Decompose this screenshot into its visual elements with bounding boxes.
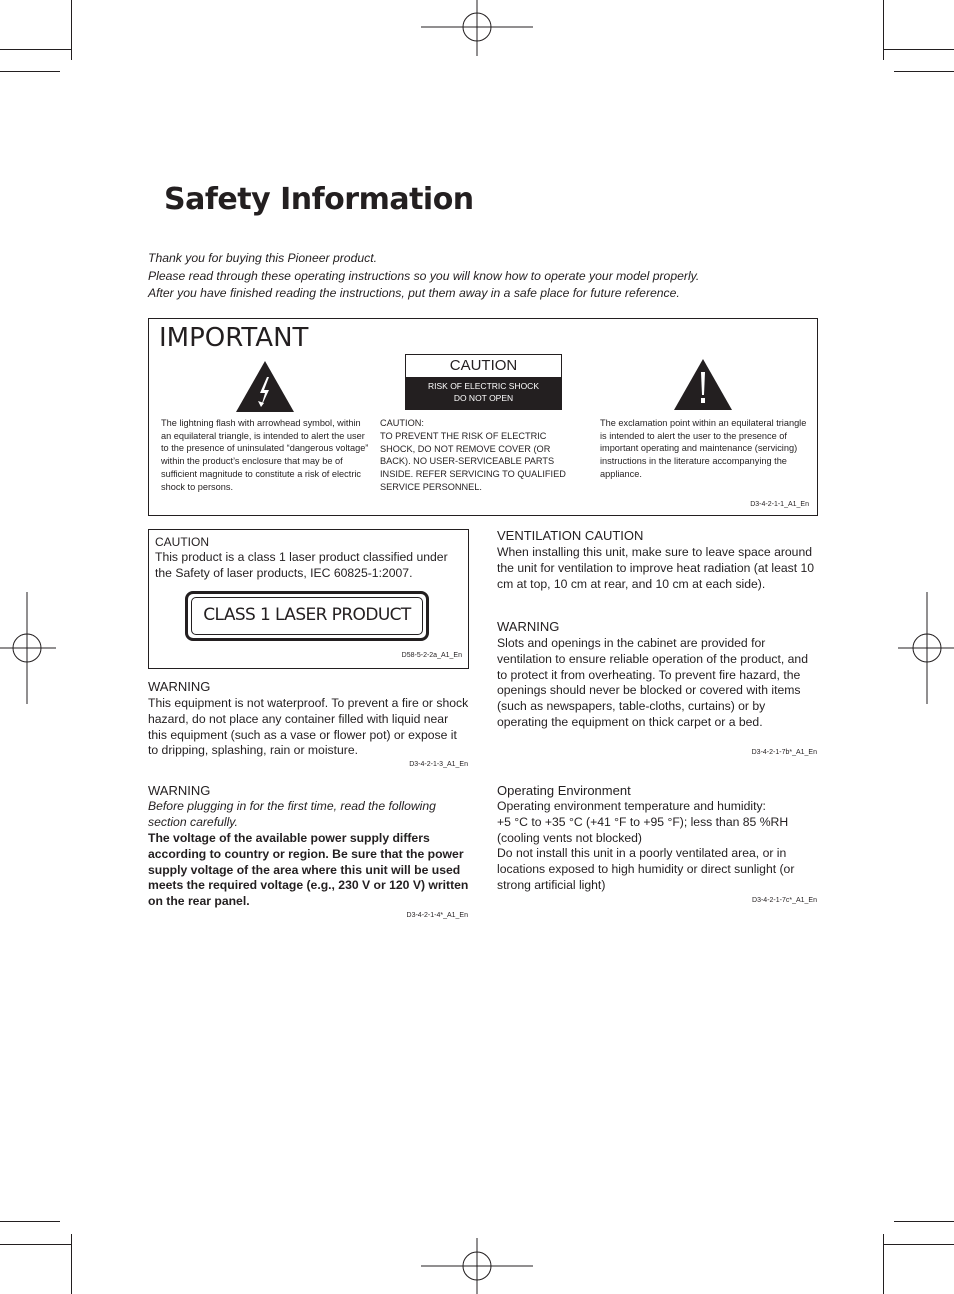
environment-line: Do not install this unit in a poorly ventilated area, or in locations exposed to high humidity or direct sunlight (or strong artificial light) [497,846,795,892]
document-code: D58-5-2-2a_A1_En [401,652,462,659]
document-code: D3-4-2-1-4*_A1_En [406,912,468,919]
page-title: Safety Information [164,182,474,217]
caution-text: TO PREVENT THE RISK OF ELECTRIC SHOCK, DO NOT REMOVE COVER (OR BACK). NO USER-SERVICEABLE PARTS INSIDE. REFER SERVICING TO QUALIFIED SERVICE PERSONNEL. [380,431,566,492]
intro-line: Thank you for buying this Pioneer product. [148,251,377,265]
registration-mark [0,592,56,704]
crop-mark [71,0,72,60]
crop-mark [883,0,884,60]
environment-text [497,799,821,894]
document-code: D3-4-2-1-7c*_A1_En [752,897,817,904]
document-code: D3-4-2-1-3_A1_En [409,761,468,768]
intro-line: Please read through these operating instructions so you will know how to operate your model properly. [148,268,700,283]
crop-mark [0,71,60,72]
ventilation-text: When installing this unit, make sure to leave space around the unit for ventilation to improve heat radiation (at least 10 cm at top, 10 cm at rear, and 10 cm at each side). [497,545,815,591]
important-box [148,318,818,516]
crop-mark [71,1234,72,1294]
environment-line: +5 °C to +35 °C (+41 °F to +95 °F); less than 85 %RH (cooling vents not blocked) [497,814,789,845]
lightning-text: The lightning flash with arrowhead symbol, within an equilateral triangle, is intended to alert the user to the presence of uninsulated “dangerous voltage” within the product’s enclosure that may be of sufficient magnitude to constitute a risk of electric shock to persons. [161,418,369,492]
registration-mark [421,1238,533,1294]
crop-mark [884,49,954,50]
voltage-warning-text: The voltage of the available power supply differs according to country or region. Be sure that the power supply voltage of the area where this unit will be used meets the required voltage (e.g., 230 V or 120 V) written on the rear panel. [148,831,469,909]
crop-mark [0,1221,60,1222]
crop-mark [884,1244,954,1245]
caution-sign-warning [406,377,561,409]
caution-sign [405,354,562,410]
laser-label-text: CLASS 1 LASER PRODUCT [191,597,423,635]
document-code: D3-4-2-1-7b*_A1_En [751,749,817,756]
caution-label: CAUTION: [380,418,424,428]
ventilation-heading: VENTILATION CAUTION [497,528,644,543]
crop-mark [883,1234,884,1294]
important-title: IMPORTANT [159,323,309,353]
registration-mark [421,0,533,56]
environment-line: Operating environment temperature and humidity: [497,799,766,813]
warning-italic-text: Before plugging in for the first time, read the following section carefully. [148,799,436,829]
laser-heading: CAUTION [155,535,209,549]
caution-sign-line: RISK OF ELECTRIC SHOCK [428,381,539,391]
warning-text: Slots and openings in the cabinet are provided for ventilation to ensure reliable operation of the product, and to protect it from overheating. To prevent fire hazard, the openings should never be blocked or covered with items (such as newspapers, table-cloths, curtains) or by operating the equipment on thick carpet or a bed. [497,636,808,729]
caution-sign-line: DO NOT OPEN [453,393,514,403]
warning-heading: WARNING [148,783,211,798]
crop-mark [0,49,72,50]
document-code: D3-4-2-1-1_A1_En [750,501,809,508]
crop-mark [894,71,954,72]
crop-mark [894,1221,954,1222]
environment-heading: Operating Environment [497,783,631,798]
registration-mark [898,592,954,704]
laser-caution-box [148,529,469,669]
class1-laser-label [185,591,429,641]
intro-line: After you have finished reading the instructions, put them away in a safe place for future reference. [148,286,680,300]
exclamation-text: The exclamation point within an equilateral triangle is intended to alert the user to the presence of important operating and maintenance (servicing) instructions in the literature accompanying the appliance. [600,418,807,479]
caution-sign-title: CAUTION [406,355,561,377]
intro-text [148,250,699,303]
crop-mark [0,1244,72,1245]
lightning-triangle-icon [236,361,294,412]
laser-text: This product is a class 1 laser product classified under the Safety of laser products, IEC 60825-1:2007. [155,550,448,580]
warning-text: This equipment is not waterproof. To prevent a fire or shock hazard, do not place any container filled with liquid near this equipment (such as a vase or flower pot) or expose it to dripping, splashing, rain or moisture. [148,696,469,758]
exclamation-triangle-icon [674,359,732,410]
warning-heading: WARNING [148,679,211,694]
warning-heading: WARNING [497,619,560,634]
